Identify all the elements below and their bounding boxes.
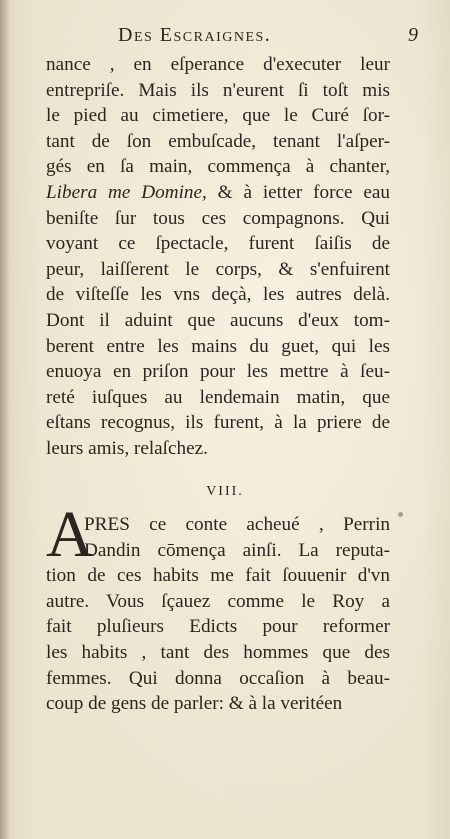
text-line: tion de ces habits me fait ſouuenir d'vn (46, 565, 390, 587)
text-line: entrepriſe. Mais ils n'eurent ſi toſt mis (46, 79, 390, 101)
text-line: eſtans recognus, ils furent, à la priere de (46, 412, 390, 434)
page-number: 9 (408, 24, 418, 46)
text-line: fait pluſieurs Edicts pour reformer (46, 616, 390, 638)
text-line: coup de gens de parler: & à la veritéen (46, 693, 343, 715)
text-line: Dandin cōmença ainſi. La reputa- (84, 539, 390, 561)
text-line-rest: , & à ietter force eau (202, 181, 390, 203)
text-line: nance , en eſperance d'executer leur (46, 54, 390, 75)
text-line: les habits , tant des hommes que des (46, 641, 390, 663)
text-line: PRES ce conte acheué , Perrin (84, 514, 390, 535)
text-line: enuoya en priſon pour les mettre à ſeu- (46, 361, 390, 383)
text-line: tant de ſon embuſcade, tenant l'aſper- (46, 130, 390, 152)
text-line: autre. Vous ſçauez comme le Roy a (46, 590, 390, 612)
running-title: Des Escraignes. (118, 24, 272, 46)
text-line: de viſteſſe les vns deçà, les autres delà. (46, 284, 390, 306)
paragraph-continued (46, 52, 390, 462)
text-line-with-italic (46, 180, 390, 206)
paragraph-new-tale (46, 512, 390, 717)
latin-phrase: Libera me Domine (46, 181, 203, 203)
text-line: gés en ſa main, commença à chanter, (46, 156, 390, 178)
text-line: Dont il aduint que aucuns d'eux tom- (46, 309, 390, 331)
drop-cap: A (46, 498, 94, 571)
section-numeral: VIII. (206, 484, 244, 499)
text-line: femmes. Qui donna occaſion à beau- (46, 667, 390, 689)
text-line: beniſte ſur tous ces compagnons. Qui (46, 207, 390, 229)
spine-shadow (0, 0, 10, 839)
paper-speck (398, 512, 403, 517)
text-line: peur, laiſſerent le corps, & s'enfuirent (46, 258, 390, 280)
text-line: berent entre les mains du guet, qui les (46, 335, 390, 357)
text-line: leurs amis, relaſchez. (46, 437, 208, 459)
page-header (118, 24, 418, 50)
text-line: le pied au cimetiere, que le Curé ſor- (46, 105, 390, 127)
text-line: reté iuſques au lendemain matin, que (46, 386, 390, 408)
text-line: voyant ce ſpectacle, furent ſaiſis de (46, 233, 390, 255)
